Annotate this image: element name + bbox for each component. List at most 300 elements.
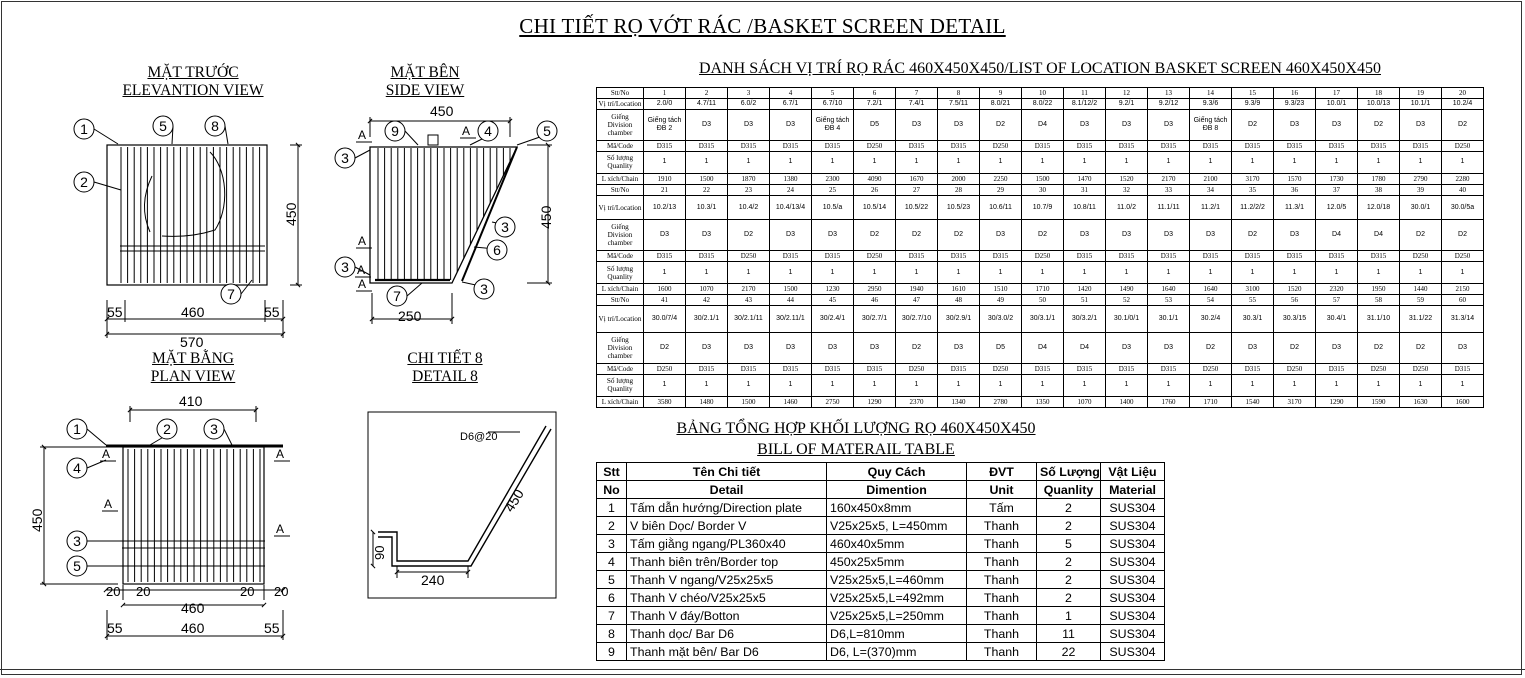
front-dim-460: 460 — [181, 304, 205, 320]
location-cell: 43 — [728, 295, 770, 306]
location-cell: 1 — [1232, 374, 1274, 396]
location-cell: 1 — [644, 374, 686, 396]
plan-dim-410: 410 — [179, 393, 203, 409]
location-cell: D250 — [980, 363, 1022, 374]
location-cell: D315 — [1400, 140, 1442, 151]
location-cell: 2790 — [1400, 173, 1442, 184]
location-cell: 1 — [1148, 262, 1190, 284]
callout-number: 5 — [159, 118, 167, 134]
location-row-label: Giếng Division chamber — [597, 220, 644, 251]
location-cell: 6.0/2 — [728, 99, 770, 110]
location-cell: 1 — [1274, 262, 1316, 284]
location-row-chain — [597, 284, 1484, 295]
location-cell: 55 — [1232, 295, 1274, 306]
location-cell: 1 — [1316, 374, 1358, 396]
location-cell: 10.4/13/4 — [770, 195, 812, 220]
location-cell: 26 — [854, 184, 896, 195]
location-cell: 1 — [812, 374, 854, 396]
callout-number: 7 — [393, 288, 401, 304]
cad-drawings — [0, 0, 600, 678]
location-cell: 1 — [1358, 374, 1400, 396]
location-cell: D315 — [1148, 363, 1190, 374]
location-cell: 1 — [1316, 151, 1358, 173]
location-cell: D2 — [728, 220, 770, 251]
location-cell: 1 — [770, 151, 812, 173]
location-row-chain — [597, 173, 1484, 184]
location-cell: 50 — [1022, 295, 1064, 306]
bill-cell: Thanh biên trên/Border top — [627, 553, 827, 571]
location-cell: D2 — [1022, 220, 1064, 251]
location-cell: D3 — [1106, 333, 1148, 364]
bill-cell: Thanh — [967, 517, 1037, 535]
location-cell: 1730 — [1316, 173, 1358, 184]
location-cell: 1470 — [1064, 173, 1106, 184]
location-cell: D3 — [644, 220, 686, 251]
bill-row — [597, 589, 1165, 607]
location-cell: 1 — [1064, 374, 1106, 396]
location-cell: 1 — [1442, 262, 1484, 284]
location-cell: D3 — [812, 220, 854, 251]
location-cell: 1600 — [644, 284, 686, 295]
location-cell: 1 — [1148, 374, 1190, 396]
location-cell: 1520 — [1274, 284, 1316, 295]
location-cell: 1 — [812, 151, 854, 173]
location-cell: D3 — [1148, 110, 1190, 141]
location-cell: D2 — [980, 110, 1022, 141]
location-cell: 1 — [1442, 374, 1484, 396]
location-cell: 8 — [938, 88, 980, 99]
location-cell: 14 — [1190, 88, 1232, 99]
callout-number: 6 — [493, 242, 501, 258]
location-cell: 1490 — [1106, 284, 1148, 295]
location-cell: 33 — [1148, 184, 1190, 195]
side-view-title-en: SIDE VIEW — [385, 82, 465, 99]
bill-cell: SUS304 — [1101, 553, 1165, 571]
bill-cell: Thanh mặt bên/ Bar D6 — [627, 643, 827, 661]
detail8-title-en: DETAIL 8 — [412, 368, 478, 385]
location-cell: D315 — [1232, 251, 1274, 262]
detail8-dim-240: 240 — [421, 572, 445, 588]
location-cell: 8.0/22 — [1022, 99, 1064, 110]
bill-cell: 22 — [1037, 643, 1101, 661]
callout-leader — [87, 429, 106, 445]
location-row-qty — [597, 262, 1484, 284]
bill-cell: Thanh — [967, 589, 1037, 607]
location-cell: 57 — [1316, 295, 1358, 306]
plan-dim-55-right: 55 — [264, 620, 280, 636]
location-cell: D315 — [1274, 251, 1316, 262]
bill-head-unit: ĐVT — [967, 463, 1037, 481]
bill-head-mat: Vật Liệu — [1101, 463, 1165, 481]
location-cell: D3 — [812, 333, 854, 364]
location-cell: D250 — [854, 251, 896, 262]
location-cell: 1540 — [1232, 396, 1274, 407]
bill-cell: SUS304 — [1101, 625, 1165, 643]
location-cell: D250 — [854, 140, 896, 151]
location-row-stt — [597, 295, 1484, 306]
location-cell: 9.2/1 — [1106, 99, 1148, 110]
location-cell: D3 — [1232, 333, 1274, 364]
location-cell: D3 — [686, 220, 728, 251]
callout-number: 5 — [73, 558, 81, 574]
location-cell: 1610 — [938, 284, 980, 295]
bill-cell: Thanh — [967, 553, 1037, 571]
bill-header-vn — [597, 463, 1165, 481]
location-cell: D315 — [1064, 140, 1106, 151]
location-cell: D315 — [1064, 363, 1106, 374]
front-dim-55-left: 55 — [107, 304, 123, 320]
location-row-label: Số lượng Quanlity — [597, 262, 644, 284]
side-lug — [428, 135, 438, 145]
location-cell: 1480 — [686, 396, 728, 407]
location-cell: D315 — [1148, 140, 1190, 151]
location-cell: 46 — [854, 295, 896, 306]
location-cell: 31.3/14 — [1442, 306, 1484, 333]
bill-table-title — [596, 418, 1116, 460]
location-cell: 9 — [980, 88, 1022, 99]
bill-title-en: BILL OF MATERAIL TABLE — [757, 441, 955, 458]
location-cell: 3170 — [1232, 173, 1274, 184]
location-cell: 1 — [1232, 151, 1274, 173]
location-cell: 60 — [1442, 295, 1484, 306]
location-cell: 10.1/1 — [1400, 99, 1442, 110]
location-cell: 1 — [1274, 151, 1316, 173]
section-marks — [100, 124, 476, 536]
location-cell: D315 — [1232, 140, 1274, 151]
location-cell: D250 — [1274, 363, 1316, 374]
location-cell: 1440 — [1400, 284, 1442, 295]
location-cell: D315 — [1106, 363, 1148, 374]
location-cell: 12 — [1106, 88, 1148, 99]
bill-head-detail-en: Detail — [627, 481, 827, 499]
location-cell: 47 — [896, 295, 938, 306]
bill-row — [597, 607, 1165, 625]
bill-cell: V25x25x5, L=450mm — [827, 517, 967, 535]
location-cell: D315 — [1316, 251, 1358, 262]
location-cell: D3 — [770, 110, 812, 141]
location-cell: 1870 — [728, 173, 770, 184]
location-cell: D315 — [1442, 363, 1484, 374]
section-mark-a: A — [357, 263, 366, 277]
location-cell: 1 — [644, 262, 686, 284]
location-cell: D315 — [1274, 140, 1316, 151]
location-cell: D315 — [938, 363, 980, 374]
bill-cell: 460x40x5mm — [827, 535, 967, 553]
location-cell: 2280 — [1442, 173, 1484, 184]
location-cell: 1 — [1106, 262, 1148, 284]
location-cell: D250 — [728, 251, 770, 262]
location-row-label: Mã/Code — [597, 140, 644, 151]
bill-header-en — [597, 481, 1165, 499]
bill-row — [597, 517, 1165, 535]
bill-cell: 5 — [1037, 535, 1101, 553]
location-row-loc — [597, 306, 1484, 333]
bill-cell: 3 — [597, 535, 627, 553]
location-cell: D315 — [770, 251, 812, 262]
location-cell: 29 — [980, 184, 1022, 195]
location-cell: D315 — [686, 140, 728, 151]
location-cell: 1910 — [644, 173, 686, 184]
plan-dim-450: 450 — [29, 508, 45, 532]
location-cell: 1 — [1400, 151, 1442, 173]
callout-leader — [355, 150, 370, 158]
location-cell: 1 — [1190, 262, 1232, 284]
location-cell: 1940 — [896, 284, 938, 295]
location-cell: D315 — [896, 251, 938, 262]
location-cell: 1 — [1106, 374, 1148, 396]
location-cell: 2 — [686, 88, 728, 99]
bill-cell: V25x25x5,L=492mm — [827, 589, 967, 607]
location-cell: D3 — [854, 333, 896, 364]
location-cell: 1 — [1064, 262, 1106, 284]
location-cell: 2300 — [812, 173, 854, 184]
location-cell: D250 — [1442, 140, 1484, 151]
plan-dim-55-left: 55 — [107, 620, 123, 636]
callout-leader — [405, 131, 418, 145]
location-cell: 1070 — [1064, 396, 1106, 407]
location-cell: D2 — [896, 220, 938, 251]
bill-cell: SUS304 — [1101, 571, 1165, 589]
location-row-code — [597, 363, 1484, 374]
location-cell: 25 — [812, 184, 854, 195]
location-row-label: Số lượng Quanlity — [597, 374, 644, 396]
callout-number: 1 — [73, 421, 81, 437]
bill-cell: D6, L=(370)mm — [827, 643, 967, 661]
location-cell: 19 — [1400, 88, 1442, 99]
location-cell: 1760 — [1148, 396, 1190, 407]
bill-cell: 9 — [597, 643, 627, 661]
location-cell: D315 — [1148, 251, 1190, 262]
location-cell: D2 — [1400, 220, 1442, 251]
location-cell: 10.0/1 — [1316, 99, 1358, 110]
location-cell: D315 — [1358, 251, 1400, 262]
location-cell: 15 — [1232, 88, 1274, 99]
bill-cell: 160x450x8mm — [827, 499, 967, 517]
location-cell: D315 — [938, 251, 980, 262]
location-cell: 1 — [1316, 262, 1358, 284]
location-cell: D2 — [1232, 110, 1274, 141]
location-cell: D4 — [1064, 333, 1106, 364]
location-cell: D315 — [1106, 251, 1148, 262]
callout-number: 5 — [543, 123, 551, 139]
location-cell: 12.0/5 — [1316, 195, 1358, 220]
bill-cell: Thanh — [967, 571, 1037, 589]
side-dim-250: 250 — [398, 308, 422, 324]
location-row-qty — [597, 374, 1484, 396]
location-cell: 38 — [1358, 184, 1400, 195]
location-cell: 2950 — [854, 284, 896, 295]
location-cell: 3100 — [1232, 284, 1274, 295]
location-cell: 1 — [896, 374, 938, 396]
section-mark-a: A — [102, 447, 111, 461]
location-cell: 4090 — [854, 173, 896, 184]
bill-row — [597, 499, 1165, 517]
location-cell: 1 — [1106, 151, 1148, 173]
location-cell: 1350 — [1022, 396, 1064, 407]
location-cell: 9.3/6 — [1190, 99, 1232, 110]
front-vertical-bars — [121, 147, 260, 283]
callout-number: 3 — [73, 533, 81, 549]
location-cell: 44 — [770, 295, 812, 306]
bill-cell: 2 — [1037, 499, 1101, 517]
location-row-code — [597, 140, 1484, 151]
location-cell: 1 — [644, 151, 686, 173]
front-view-title-en: ELEVANTION VIEW — [122, 82, 264, 99]
callout-number: 9 — [391, 123, 399, 139]
plan-view-title-vn: MẶT BẰNG — [152, 350, 234, 367]
location-cell: 30.4/1 — [1316, 306, 1358, 333]
location-cell: D2 — [896, 333, 938, 364]
location-cell: D3 — [1064, 110, 1106, 141]
location-cell: 16 — [1274, 88, 1316, 99]
location-cell: 1 — [1190, 374, 1232, 396]
plan-dim-20-c: 20 — [240, 584, 255, 599]
section-mark-a: A — [358, 128, 367, 142]
location-cell: 51 — [1064, 295, 1106, 306]
location-cell: 30.3/15 — [1274, 306, 1316, 333]
location-cell: 2000 — [938, 173, 980, 184]
location-cell: 12.0/18 — [1358, 195, 1400, 220]
location-cell: 1 — [686, 151, 728, 173]
plan-bars — [128, 449, 260, 582]
location-cell: 56 — [1274, 295, 1316, 306]
location-cell: 1 — [770, 374, 812, 396]
location-cell: D315 — [896, 140, 938, 151]
location-row-label: Stt/No — [597, 88, 644, 99]
location-cell: 35 — [1232, 184, 1274, 195]
callout-number: 2 — [163, 421, 171, 437]
location-cell: D315 — [938, 140, 980, 151]
location-cell: 1 — [686, 262, 728, 284]
location-cell: D315 — [1358, 140, 1400, 151]
location-cell: 10.3/1 — [686, 195, 728, 220]
location-cell: D2 — [1358, 333, 1400, 364]
location-cell: D2 — [1190, 333, 1232, 364]
location-cell: 30/3.2/1 — [1064, 306, 1106, 333]
plan-dim-20-d: 20 — [274, 584, 289, 599]
bill-row — [597, 571, 1165, 589]
location-cell: D3 — [770, 333, 812, 364]
location-cell: 2320 — [1316, 284, 1358, 295]
location-cell: 30.2/4 — [1190, 306, 1232, 333]
location-cell: D3 — [938, 110, 980, 141]
bill-cell: Thanh — [967, 643, 1037, 661]
location-cell: 1 — [1232, 262, 1274, 284]
location-cell: 2750 — [812, 396, 854, 407]
location-cell: D2 — [1400, 333, 1442, 364]
bill-cell: Thanh — [967, 625, 1037, 643]
location-cell: 1500 — [770, 284, 812, 295]
bill-row — [597, 553, 1165, 571]
location-cell: D2 — [1442, 110, 1484, 141]
location-cell: 10.8/11 — [1064, 195, 1106, 220]
location-row-qty — [597, 151, 1484, 173]
bill-cell: 450x25x5mm — [827, 553, 967, 571]
location-cell: 37 — [1316, 184, 1358, 195]
location-cell: 1670 — [896, 173, 938, 184]
location-row-label: Vị trí/Location — [597, 306, 644, 333]
location-cell: 1400 — [1106, 396, 1148, 407]
location-cell: 1420 — [1064, 284, 1106, 295]
location-row-label: L xích/Chain — [597, 173, 644, 184]
location-cell: D315 — [1022, 363, 1064, 374]
location-cell: D3 — [1106, 110, 1148, 141]
location-cell: 30/3.1/1 — [1022, 306, 1064, 333]
location-cell: 28 — [938, 184, 980, 195]
section-mark-a: A — [462, 124, 471, 138]
location-cell: 1570 — [1274, 173, 1316, 184]
bill-head-no: No — [597, 481, 627, 499]
location-cell: 52 — [1106, 295, 1148, 306]
location-row-loc — [597, 99, 1484, 110]
location-cell: 30 — [1022, 184, 1064, 195]
location-cell: D250 — [1400, 251, 1442, 262]
location-row-label: Mã/Code — [597, 251, 644, 262]
location-cell: D4 — [1022, 333, 1064, 364]
location-cell: 10 — [1022, 88, 1064, 99]
callout-leader — [94, 129, 118, 144]
location-cell: D3 — [1274, 110, 1316, 141]
location-cell: D315 — [1064, 251, 1106, 262]
location-row-label: L xích/Chain — [597, 284, 644, 295]
bill-cell: 1 — [597, 499, 627, 517]
location-cell: Giếng tách ĐB 8 — [1190, 110, 1232, 141]
location-cell: 10.5/14 — [854, 195, 896, 220]
location-cell: 30/2.7/1 — [854, 306, 896, 333]
bill-cell: 2 — [1037, 589, 1101, 607]
plan-dim-460: 460 — [181, 600, 205, 616]
bill-cell: Tấm dẫn hướng/Direction plate — [627, 499, 827, 517]
location-cell: 21 — [644, 184, 686, 195]
location-cell: 1 — [728, 151, 770, 173]
location-cell: 40 — [1442, 184, 1484, 195]
location-cell: D4 — [1022, 110, 1064, 141]
bill-cell: 1 — [1037, 607, 1101, 625]
bill-cell: 4 — [597, 553, 627, 571]
bill-row — [597, 643, 1165, 661]
location-cell: 31.1/10 — [1358, 306, 1400, 333]
location-cell: 58 — [1358, 295, 1400, 306]
bill-cell: Tấm — [967, 499, 1037, 517]
location-row-div — [597, 333, 1484, 364]
location-cell: 2170 — [728, 284, 770, 295]
location-cell: 1290 — [1316, 396, 1358, 407]
location-cell: 59 — [1400, 295, 1442, 306]
location-row-code — [597, 251, 1484, 262]
location-cell: 30/2.7/10 — [896, 306, 938, 333]
location-cell: 36 — [1274, 184, 1316, 195]
location-cell: D5 — [854, 110, 896, 141]
location-cell: 48 — [938, 295, 980, 306]
location-cell: D3 — [1400, 110, 1442, 141]
location-cell: 1 — [980, 151, 1022, 173]
location-cell: D4 — [1316, 220, 1358, 251]
location-cell: 23 — [728, 184, 770, 195]
location-cell: D315 — [770, 140, 812, 151]
location-cell: D250 — [1400, 363, 1442, 374]
location-cell: 1 — [1022, 151, 1064, 173]
location-cell: D315 — [1190, 251, 1232, 262]
location-cell: D315 — [1316, 140, 1358, 151]
bill-cell: 2 — [1037, 517, 1101, 535]
location-cell: 7.2/1 — [854, 99, 896, 110]
location-cell: 30/2.1/11 — [728, 306, 770, 333]
location-cell: 6.7/10 — [812, 99, 854, 110]
location-cell: D315 — [644, 140, 686, 151]
location-cell: D2 — [644, 333, 686, 364]
location-cell: 1630 — [1400, 396, 1442, 407]
location-cell: 1 — [686, 374, 728, 396]
